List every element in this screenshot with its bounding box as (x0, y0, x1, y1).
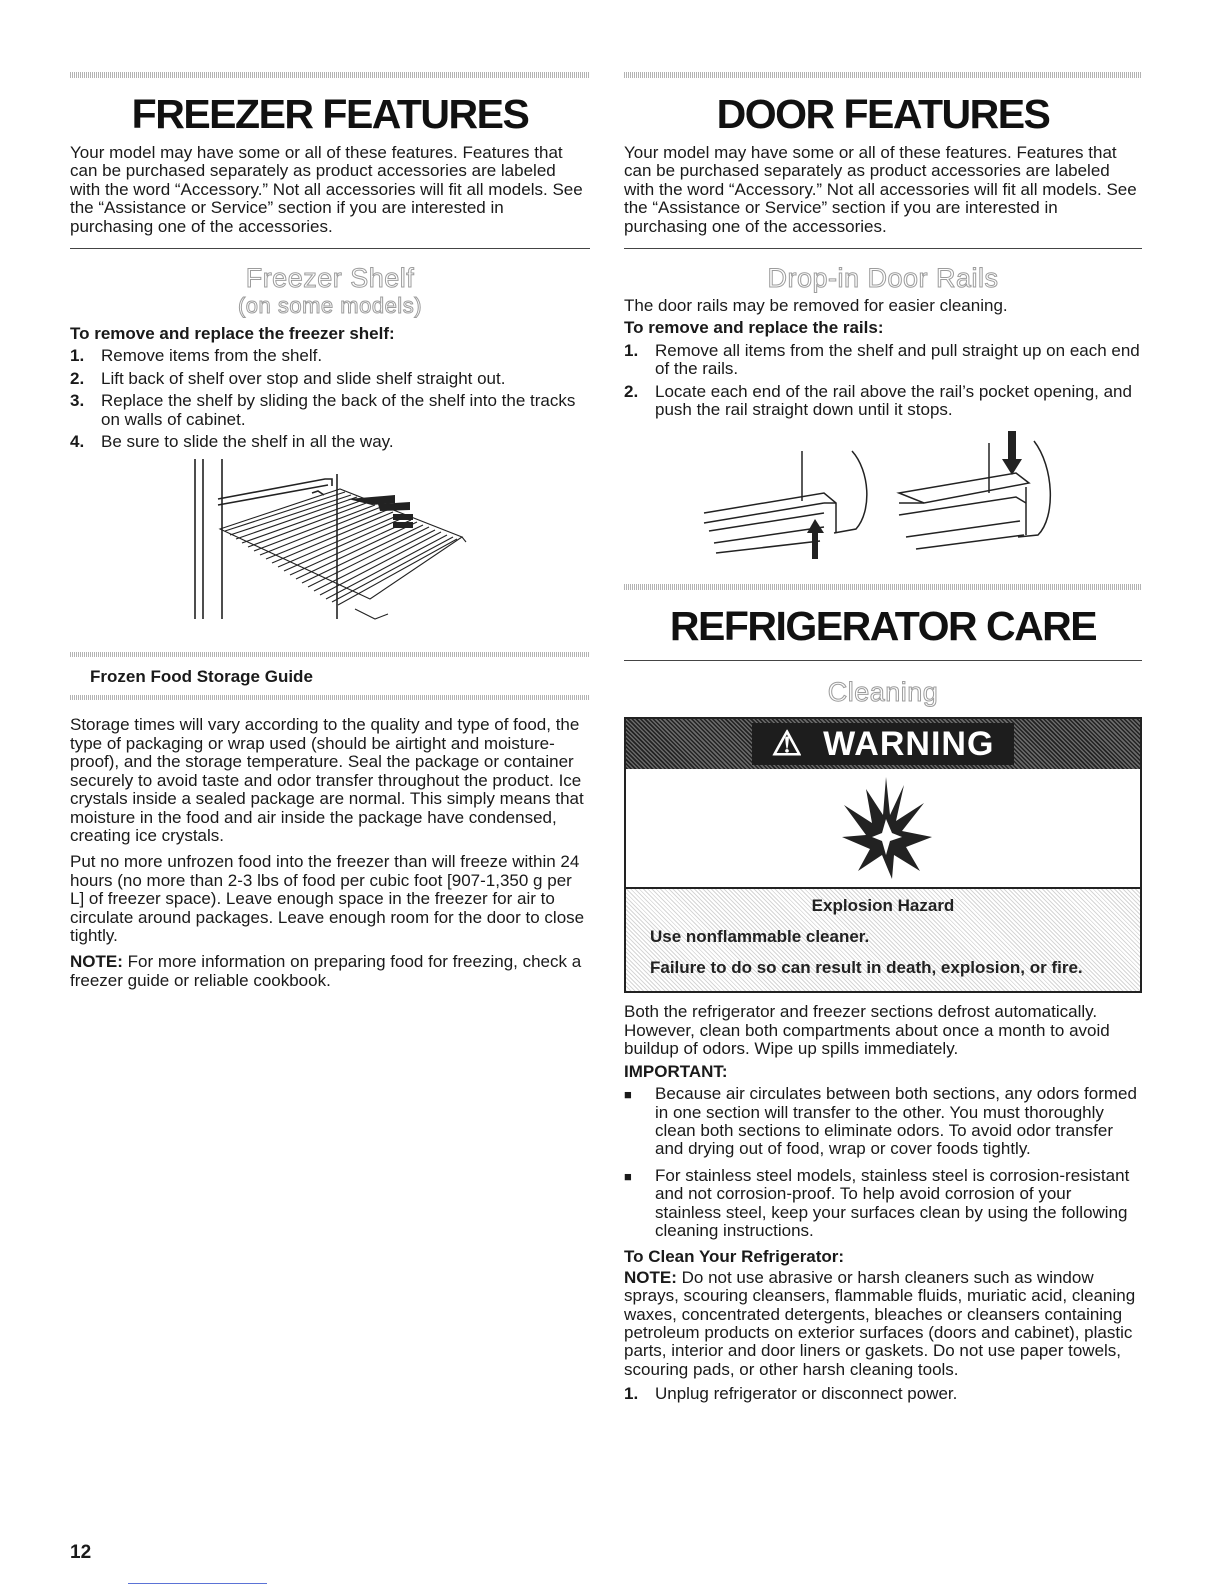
list-item: 1. Unplug refrigerator or disconnect power. (624, 1384, 958, 1404)
list-item: 3. Replace the shelf by sliding the back of the shelf into the tracks on walls of cabinet. (70, 391, 576, 429)
guide-rule-top (70, 652, 590, 657)
refrigerator-care-title: REFRIGERATOR CARE (669, 603, 1097, 650)
clean-note: NOTE: Do not use abrasive or harsh cleaners such as window sprays, scouring cleansers, flammable fluids, muriatic acid, cleaning waxes, concentrated detergents, bleaches or cleansers containing petroleum products on exterior surfaces (doors and cabinet), plastic parts, interior and door liners or gaskets. Do not use paper towels, scouring pads, or other harsh cleaning tools. (624, 1267, 1136, 1379)
guide-paragraph: Put no more unfrozen food into the freezer than will freeze within 24 hours (no more than 2-3 lbs of food per cubic foot [907-1,350 g per L] of freezer space). Leave enough space in the freezer for air to circulate around packages. Leave enough room for the door to close tightly. (70, 852, 585, 945)
list-item: ■ For stainless steel models, stainless steel is corrosion-resistant and not corrosion-proof. To help avoid corrosion of your stainless steel, keep your surfaces clean by using the following cleaning instructions. (624, 1165, 1130, 1240)
shelf-steps (70, 347, 590, 451)
guide-rule-bottom (70, 695, 590, 700)
top-divider (70, 72, 590, 78)
right-column (624, 0, 1142, 1408)
list-item: 1. Remove all items from the shelf and pull straight up on each end of the rails. (624, 340, 1140, 379)
section-rule (624, 660, 1142, 661)
freezer-shelf-heading: Freezer Shelf (245, 263, 415, 294)
warning-line: Failure to do so can result in death, explosion, or fire. (650, 958, 1083, 978)
door-rails-heading: Drop-in Door Rails (767, 263, 999, 294)
warning-message (626, 887, 1140, 991)
rails-steps (624, 342, 1142, 420)
shelf-instructions-label: To remove and replace the freezer shelf: (70, 324, 395, 344)
page-number: 12 (70, 1542, 92, 1563)
clean-steps (624, 1385, 1142, 1403)
explosion-icon (836, 775, 936, 885)
list-item: ■ Because air circulates between both sections, any odors formed in one section will transfer to the other. You must thoroughly clean both sections to eliminate odors. To avoid odor transfer and drying out of food, wrap or cover foods tightly. (624, 1084, 1137, 1159)
freezer-intro: Your model may have some or all of these features. Features that can be purchased separately as product accessories are labeled with the word “Accessory.” Not all accessories will fit all models. See the “Assistance or Service” section if you are interested in purchasing one of the accessories. (70, 143, 583, 236)
care-body: Both the refrigerator and freezer sections defrost automatically. However, clean both compartments about once a month to avoid buildup of odors. Wipe up spills immediately. (624, 1002, 1110, 1059)
guide-paragraph: Storage times will vary according to the quality and type of food, the type of packaging or wrap used (should be airtight and moisture-proof), and the storage temperature. Seal the package or container securely to avoid taste and odor transfer throughout the product. Ice crystals inside a sealed package are normal. This simply means that moisture in the food and air inside the package have condensed, creating ice crystals. (70, 715, 584, 845)
warning-box (624, 717, 1142, 993)
door-intro: Your model may have some or all of these features. Features that can be purchased separately as product accessories are labeled with the word “Accessory.” Not all accessories will fit all models. See the “Assistance or Service” section if you are interested in purchasing one of the accessories. (624, 143, 1137, 236)
freezer-shelf-subheading: (on some models) (237, 293, 423, 319)
section-rule (70, 248, 590, 249)
list-item: 2. Locate each end of the rail above the rail’s pocket opening, and push the rail straight down until it stops. (624, 381, 1132, 420)
door-rails-illustration (624, 431, 1142, 566)
warning-hazard: Explosion Hazard (811, 896, 955, 916)
warning-header (626, 719, 1140, 769)
top-divider (624, 72, 1142, 78)
warning-line: Use nonflammable cleaner. (650, 927, 870, 947)
list-item: 1. Remove items from the shelf. (70, 346, 323, 366)
warning-symbol-area (626, 769, 1140, 887)
frozen-food-guide-title: Frozen Food Storage Guide (90, 667, 313, 687)
section-rule (624, 248, 1142, 249)
clean-heading: To Clean Your Refrigerator: (624, 1247, 845, 1267)
door-features-title: DOOR FEATURES (716, 91, 1050, 137)
important-bullets (624, 1085, 1142, 1240)
warning-triangle-icon: ⚠ (762, 725, 813, 763)
freezer-features-title: FREEZER FEATURES (131, 91, 529, 137)
freezer-note: NOTE: For more information on preparing food for freezing, check a freezer guide or reliable cookbook. (70, 952, 582, 990)
care-divider (624, 584, 1142, 590)
list-item: 4. Be sure to slide the shelf in all the way. (70, 432, 394, 452)
warning-title: ⚠ WARNING (752, 723, 1015, 765)
important-label: IMPORTANT: (624, 1061, 728, 1081)
freezer-shelf-illustration (70, 459, 590, 639)
list-item: 2. Lift back of shelf over stop and slide shelf straight out. (70, 368, 506, 388)
rails-instructions-label: To remove and replace the rails: (624, 318, 884, 338)
left-column (70, 0, 590, 990)
door-rails-text: The door rails may be removed for easier cleaning. (624, 296, 1008, 316)
cleaning-heading: Cleaning (827, 677, 939, 708)
